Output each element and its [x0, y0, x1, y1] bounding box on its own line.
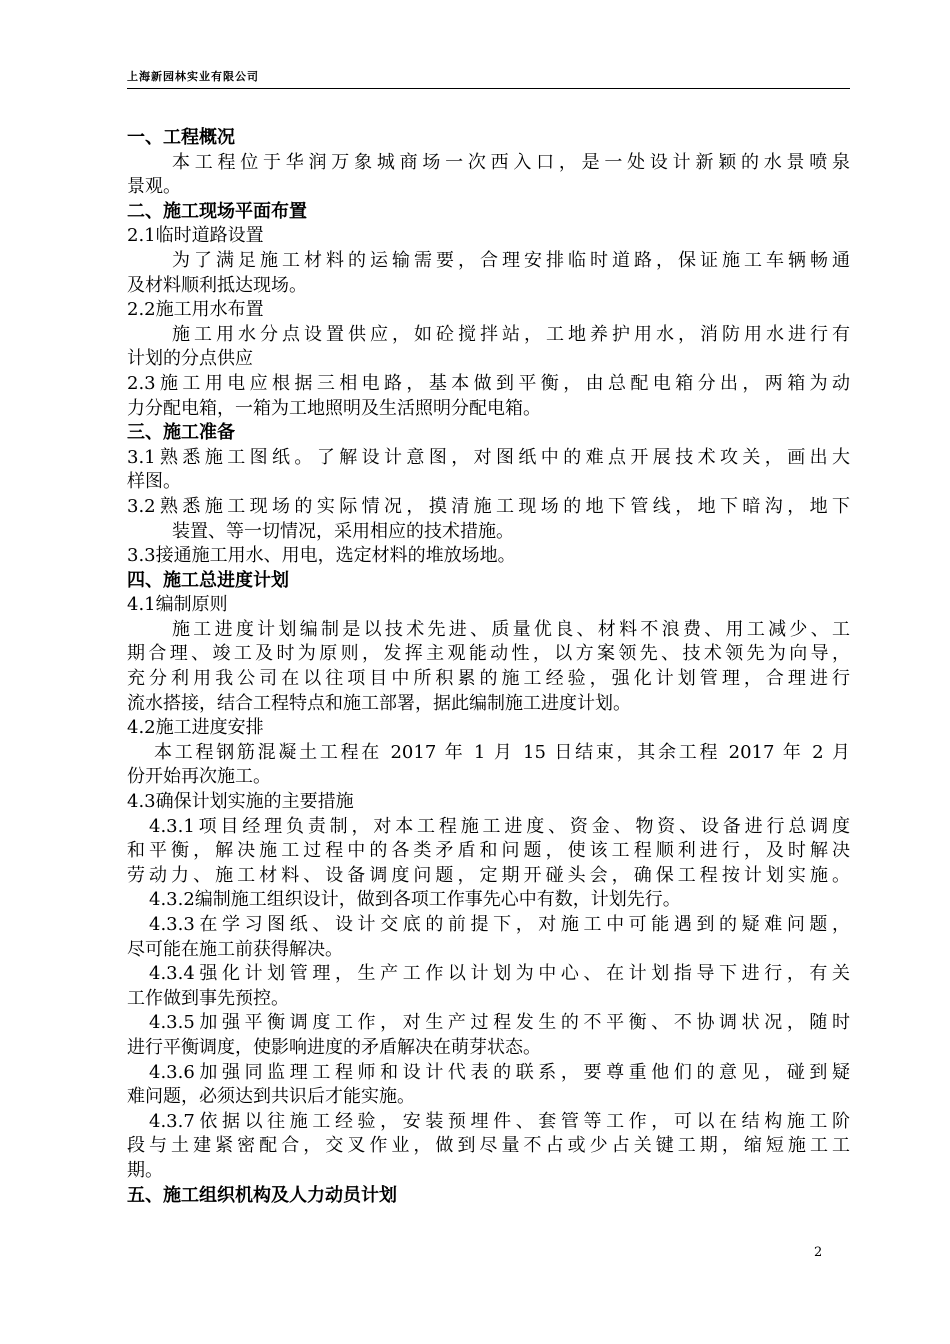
text-line: 计划的分点供应	[127, 348, 253, 370]
text-line: 3.3接通施工用水、用电，选定材料的堆放场地。	[127, 545, 516, 567]
text-line: 2.3施工用电应根据三相电路，基本做到平衡，由总配电箱分出，两箱为动	[127, 372, 850, 394]
section-heading: 四、施工总进度计划	[127, 569, 289, 591]
text-line: 充分利用我公司在以往项目中所积累的施工经验，强化计划管理，合理进行	[127, 668, 850, 690]
text-line: 景观。	[127, 176, 181, 198]
text-line: 份开始再次施工。	[127, 766, 271, 788]
text-line: 及材料顺利抵达现场。	[127, 274, 307, 296]
text-line: 4.3.6加强同监理工程师和设计代表的联系，要尊重他们的意见，碰到疑	[149, 1061, 850, 1083]
text-line: 力分配电箱，一箱为工地照明及生活照明分配电箱。	[127, 397, 541, 419]
text-line: 样图。	[127, 471, 181, 493]
text-line: 难问题，必须达到共识后才能实施。	[127, 1086, 415, 1108]
text-line: 4.3.1项目经理负责制，对本工程施工进度、资金、物资、设备进行总调度	[149, 815, 850, 837]
text-line: 期。	[127, 1159, 163, 1181]
text-line: 段与土建紧密配合，交叉作业，做到尽量不占或少占关键工期，缩短施工工	[127, 1135, 850, 1157]
text-line: 装置、等一切情况，采用相应的技术措施。	[172, 520, 514, 542]
text-line: 施工用水分点设置供应，如砼搅拌站，工地养护用水，消防用水进行有	[172, 323, 850, 345]
text-line: 本工程位于华润万象城商场一次西入口，是一处设计新颖的水景喷泉	[172, 151, 850, 173]
text-line: 4.3.7依据以往施工经验，安装预埋件、套管等工作，可以在结构施工阶	[149, 1110, 850, 1132]
company-name: 上海新园林实业有限公司	[127, 70, 259, 83]
text-line: 4.3.4强化计划管理，生产工作以计划为中心、在计划指导下进行，有关	[149, 963, 850, 985]
text-line: 本工程钢筋混凝土工程在 2017 年 1 月 15 日结束，其余工程 2017 年 2 月	[154, 741, 850, 763]
text-line: 进行平衡调度，使影响进度的矛盾解决在萌芽状态。	[127, 1036, 541, 1058]
section-heading: 二、施工现场平面布置	[127, 200, 307, 222]
text-line: 尽可能在施工前获得解决。	[127, 938, 343, 960]
text-line: 工作做到事先预控。	[127, 987, 289, 1009]
text-line: 3.1熟悉施工图纸。了解设计意图，对图纸中的难点开展技术攻关，画出大	[127, 446, 850, 468]
section-heading: 三、施工准备	[127, 422, 235, 444]
text-line: 2.2施工用水布置	[127, 299, 264, 321]
text-line: 4.1编制原则	[127, 594, 228, 616]
text-line: 为了满足施工材料的运输需要，合理安排临时道路，保证施工车辆畅通	[172, 249, 850, 271]
text-line: 劳动力、施工材料、设备调度问题，定期开碰头会，确保工程按计划实施。	[127, 864, 850, 886]
text-line: 4.2施工进度安排	[127, 717, 264, 739]
document-body	[127, 126, 850, 1208]
text-line: 3.2熟悉施工现场的实际情况，摸清施工现场的地下管线，地下暗沟，地下	[127, 495, 850, 517]
page-number: 2	[814, 1245, 823, 1260]
section-heading: 五、施工组织机构及人力动员计划	[127, 1184, 397, 1206]
text-line: 4.3.3在学习图纸、设计交底的前提下，对施工中可能遇到的疑难问题，	[149, 914, 850, 935]
text-line: 施工进度计划编制是以技术先进、质量优良、材料不浪费、用工减少、工	[172, 618, 850, 640]
text-line: 流水搭接，结合工程特点和施工部署，据此编制施工进度计划。	[127, 692, 631, 714]
text-line: 4.3确保计划实施的主要措施	[127, 791, 354, 813]
text-line: 4.3.2编制施工组织设计，做到各项工作事先心中有数，计划先行。	[149, 889, 681, 911]
page-header	[127, 66, 850, 89]
text-line: 4.3.5加强平衡调度工作，对生产过程发生的不平衡、不协调状况，随时	[149, 1012, 850, 1034]
text-line: 期合理、竣工及时为原则，发挥主观能动性，以方案领先、技术领先为向导，	[127, 643, 850, 665]
text-line: 2.1临时道路设置	[127, 225, 264, 247]
text-line: 和平衡，解决施工过程中的各类矛盾和问题，使该工程顺利进行，及时解决	[127, 840, 850, 862]
section-heading: 一、工程概况	[127, 127, 235, 148]
